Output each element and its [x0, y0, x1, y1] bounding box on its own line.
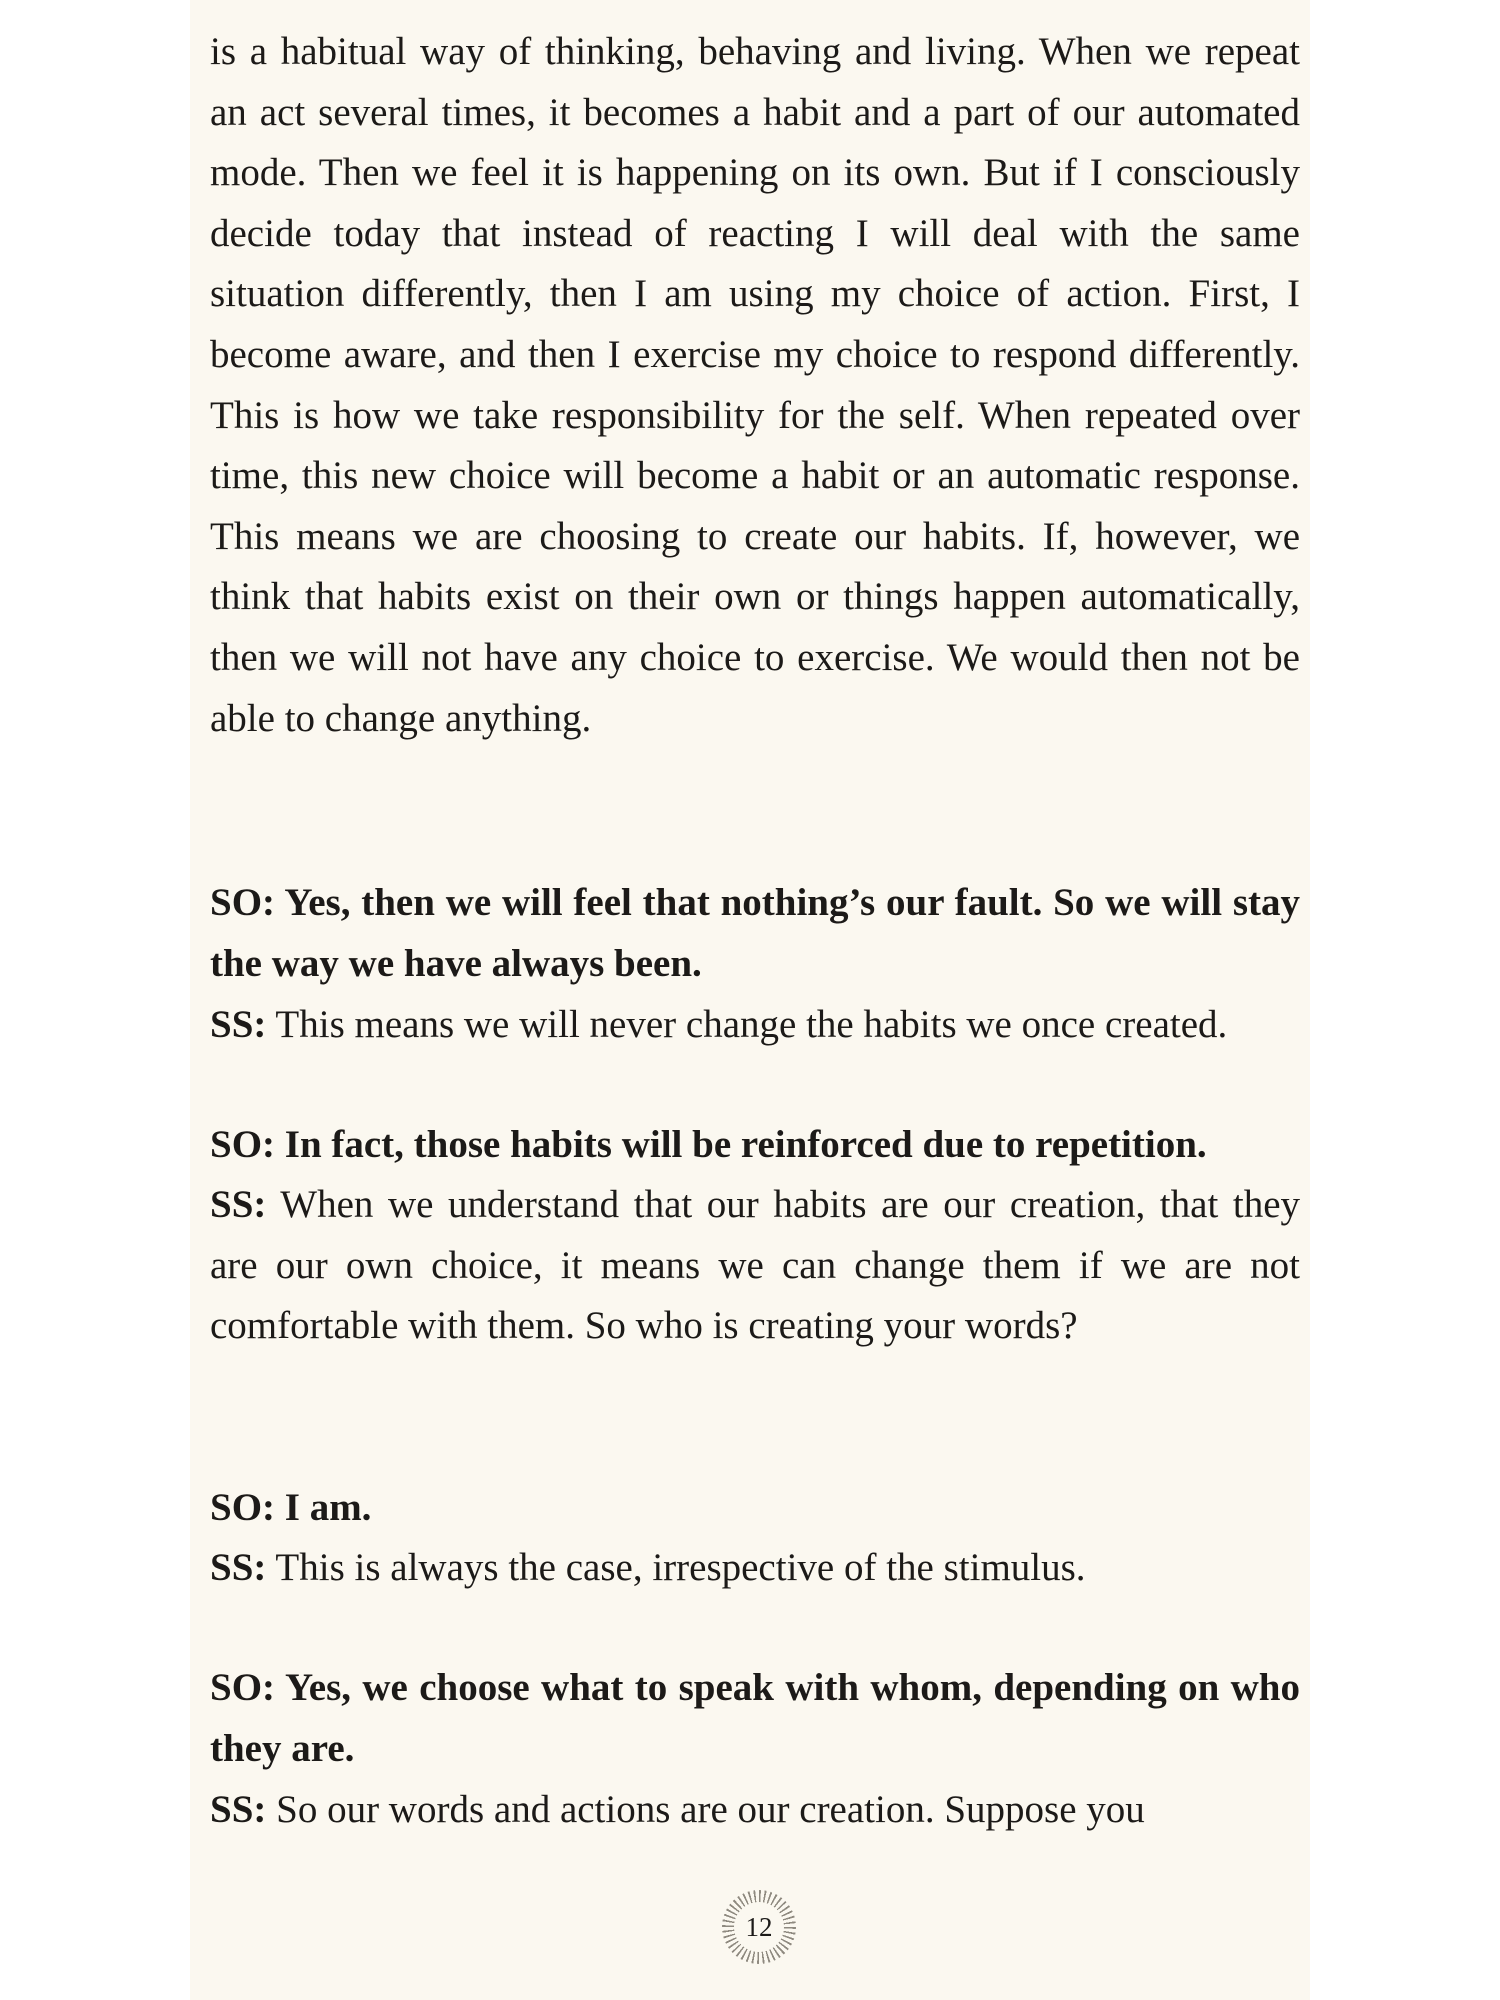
dialogue-ss-1 [210, 995, 1300, 1056]
speaker-label: SS: [210, 1183, 267, 1226]
dialogue-so-1 [210, 873, 1300, 994]
dialogue-text: Yes, then we will feel that nothing’s our fault. So we will stay the way we have always been. [210, 881, 1300, 985]
dialogue-text: When we understand that our habits are our creation, that they are our own choice, it means we can change them if we are not comfortable with them. So who is creating your words? [210, 1183, 1301, 1348]
dialogue-so-3 [210, 1478, 1300, 1539]
dialogue-text: This is always the case, irrespective of the stimulus. [275, 1546, 1086, 1589]
speaker-label: SS: [210, 1788, 267, 1831]
speaker-label: SO: [210, 1486, 276, 1529]
speaker-label: SS: [210, 1003, 267, 1046]
speaker-label: SO: [210, 1666, 276, 1709]
page-number: 12 [734, 1902, 784, 1952]
dialogue-text: In fact, those habits will be reinforced due to repetition. [284, 1123, 1207, 1166]
dialogue-text: So our words and actions are our creation. Suppose you [276, 1788, 1145, 1831]
dialogue-text: I am. [284, 1486, 372, 1529]
dialogue-so-4 [210, 1658, 1300, 1779]
body-paragraph: is a habitual way of thinking, behaving and living. When we repeat an act several times, it becomes a habit and a part of our automated mode. Then we feel it is happening on its own. But if I consciously decide today that instead of reacting I will deal with the same situation differently, then I am using my choice of action. First, I become aware, and then I exercise my choice to respond differently. This is how we take responsibility for the self. When repeated over time, this new choice will become a habit or an automatic response. This means we are choosing to create our habits. If, however, we think that habits exist on their own or things happen automatically, then we will not have any choice to exercise. We would then not be able to change anything. [210, 30, 1300, 740]
dialogue-so-2 [210, 1115, 1300, 1176]
page-number-ornament [722, 1890, 796, 1964]
speaker-label: SO: [210, 1123, 276, 1166]
dialogue-text: This means we will never change the habits we once created. [275, 1003, 1228, 1046]
dialogue-ss-4 [210, 1780, 1300, 1841]
dialogue-ss-2 [210, 1175, 1300, 1357]
dialogue-ss-3 [210, 1538, 1300, 1599]
speaker-label: SO: [210, 881, 276, 924]
dialogue-text: Yes, we choose what to speak with whom, depending on who they are. [210, 1666, 1300, 1770]
speaker-label: SS: [210, 1546, 267, 1589]
